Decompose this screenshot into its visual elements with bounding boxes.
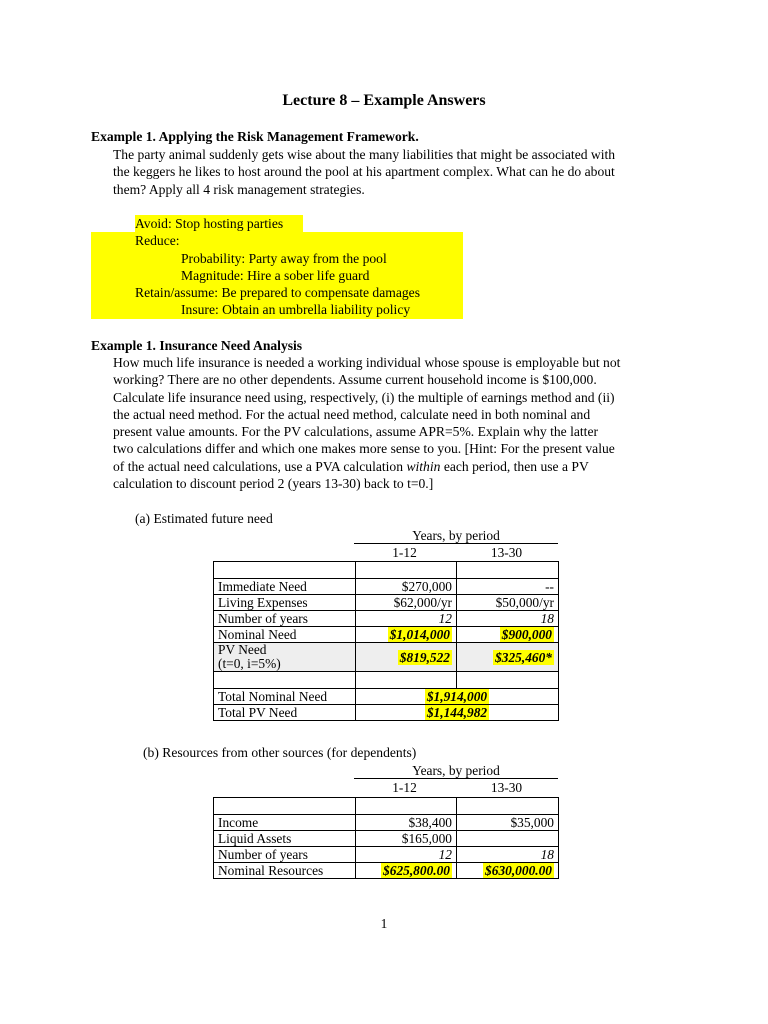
row-label: Nominal Need	[214, 627, 356, 643]
cell-value: $1,914,000	[426, 689, 488, 704]
table-row	[214, 672, 559, 689]
row-label: Living Expenses	[214, 595, 356, 611]
example1-text	[113, 146, 683, 198]
cell-value: $630,000.00	[485, 863, 552, 878]
example1-line-1: The party animal suddenly gets wise about the many liabilities that might be associated with	[113, 147, 616, 162]
table-row	[214, 831, 559, 847]
row-label: Number of years	[214, 847, 356, 863]
part-a-period-1: 1-12	[392, 545, 417, 560]
example2-heading: Example 1. Insurance Need Analysis	[91, 338, 303, 353]
part-b-label: (b) Resources from other sources (for dependents)	[143, 745, 417, 760]
cell-value: $35,000	[457, 815, 559, 831]
table-row	[214, 815, 559, 831]
risk-strategies-answer	[91, 215, 463, 319]
cell-value: $50,000/yr	[457, 595, 559, 611]
table-row	[214, 643, 559, 672]
part-b-period-1: 1-12	[392, 780, 417, 795]
part-a-label: (a) Estimated future need	[135, 511, 273, 526]
part-b-years-label: Years, by period	[412, 763, 500, 778]
example1-heading: Example 1. Applying the Risk Management Framework.	[91, 129, 419, 144]
part-b-period-2: 13-30	[490, 780, 523, 795]
answer-reduce-block	[91, 232, 463, 318]
cell-value: $1,144,982	[426, 705, 488, 720]
resources-table	[213, 797, 559, 879]
example1-line-2: the keggers he likes to host around the pool at his apartment complex. What can he do about	[113, 164, 615, 180]
example2-line-8: calculation to discount period 2 (years 13-30) back to t=0.]	[113, 476, 434, 492]
row-label: Liquid Assets	[214, 831, 356, 847]
table-row	[214, 595, 559, 611]
answer-probability: Probability: Party away from the pool	[181, 250, 387, 266]
cell-value: $900,000	[501, 627, 552, 642]
cell-value: 12	[356, 847, 457, 863]
example1-line-3: them? Apply all 4 risk management strategies.	[113, 181, 365, 197]
table-row	[214, 611, 559, 627]
row-label: Nominal Resources	[214, 863, 356, 879]
example2-line-1: How much life insurance is needed a working individual whose spouse is employable but not	[113, 355, 621, 370]
cell-value: 12	[356, 611, 457, 627]
example2-text	[113, 354, 688, 492]
table-row	[214, 689, 559, 705]
cell-value: $625,800.00	[383, 863, 450, 878]
answer-avoid: Avoid: Stop hosting parties	[135, 215, 303, 232]
cell-value	[457, 831, 559, 847]
cell-value: 18	[457, 611, 559, 627]
table-row	[214, 627, 559, 643]
cell-value: $270,000	[356, 579, 457, 595]
example2-line-3: Calculate life insurance need using, respectively, (i) the multiple of earnings method and (ii)	[113, 389, 615, 405]
cell-value: $38,400	[356, 815, 457, 831]
part-a-period-2: 13-30	[490, 545, 523, 560]
answer-magnitude: Magnitude: Hire a sober life guard	[181, 267, 370, 283]
table-row	[214, 798, 559, 815]
row-label: Total PV Need	[214, 705, 356, 721]
answer-insure: Insure: Obtain an umbrella liability policy	[181, 302, 411, 318]
example2-line-4: the actual need method. For the actual need method, calculate need in both nominal and	[113, 406, 591, 422]
cell-value: 18	[457, 847, 559, 863]
page-number: 1	[380, 916, 388, 931]
table-row	[214, 863, 559, 879]
example2-line-7: of the actual need calculations, use a PVA calculation within each period, then use a PV	[113, 458, 589, 474]
cell-value: $1,014,000	[389, 627, 450, 642]
example2-line-5: present value amounts. For the PV calculations, assume APR=5%. Explain why the latter	[113, 424, 599, 440]
document-title: Lecture 8 – Example Answers	[282, 92, 486, 109]
table-row	[214, 847, 559, 863]
row-label: Total Nominal Need	[214, 689, 356, 705]
cell-value: $819,522	[399, 649, 450, 665]
row-label: Immediate Need	[214, 579, 356, 595]
answer-retain: Retain/assume: Be prepared to compensate damages	[135, 285, 420, 301]
example2-line-6: two calculations differ and which one makes more sense to you. [Hint: For the present value	[113, 441, 615, 457]
table-row	[214, 562, 559, 579]
row-label: Number of years	[214, 611, 356, 627]
cell-value: $325,460*	[495, 649, 552, 665]
part-a-years-label: Years, by period	[412, 528, 500, 543]
cell-value: $62,000/yr	[356, 595, 457, 611]
cell-value: --	[457, 579, 559, 595]
cell-value: $165,000	[356, 831, 457, 847]
row-label: Income	[214, 815, 356, 831]
row-label: PV Need (t=0, i=5%)	[214, 643, 356, 672]
future-need-table	[213, 561, 559, 721]
answer-reduce: Reduce:	[135, 233, 180, 249]
example2-line-2: working? There are no other dependents. Assume current household income is $100,000.	[113, 372, 597, 388]
table-row	[214, 579, 559, 595]
table-row	[214, 705, 559, 721]
